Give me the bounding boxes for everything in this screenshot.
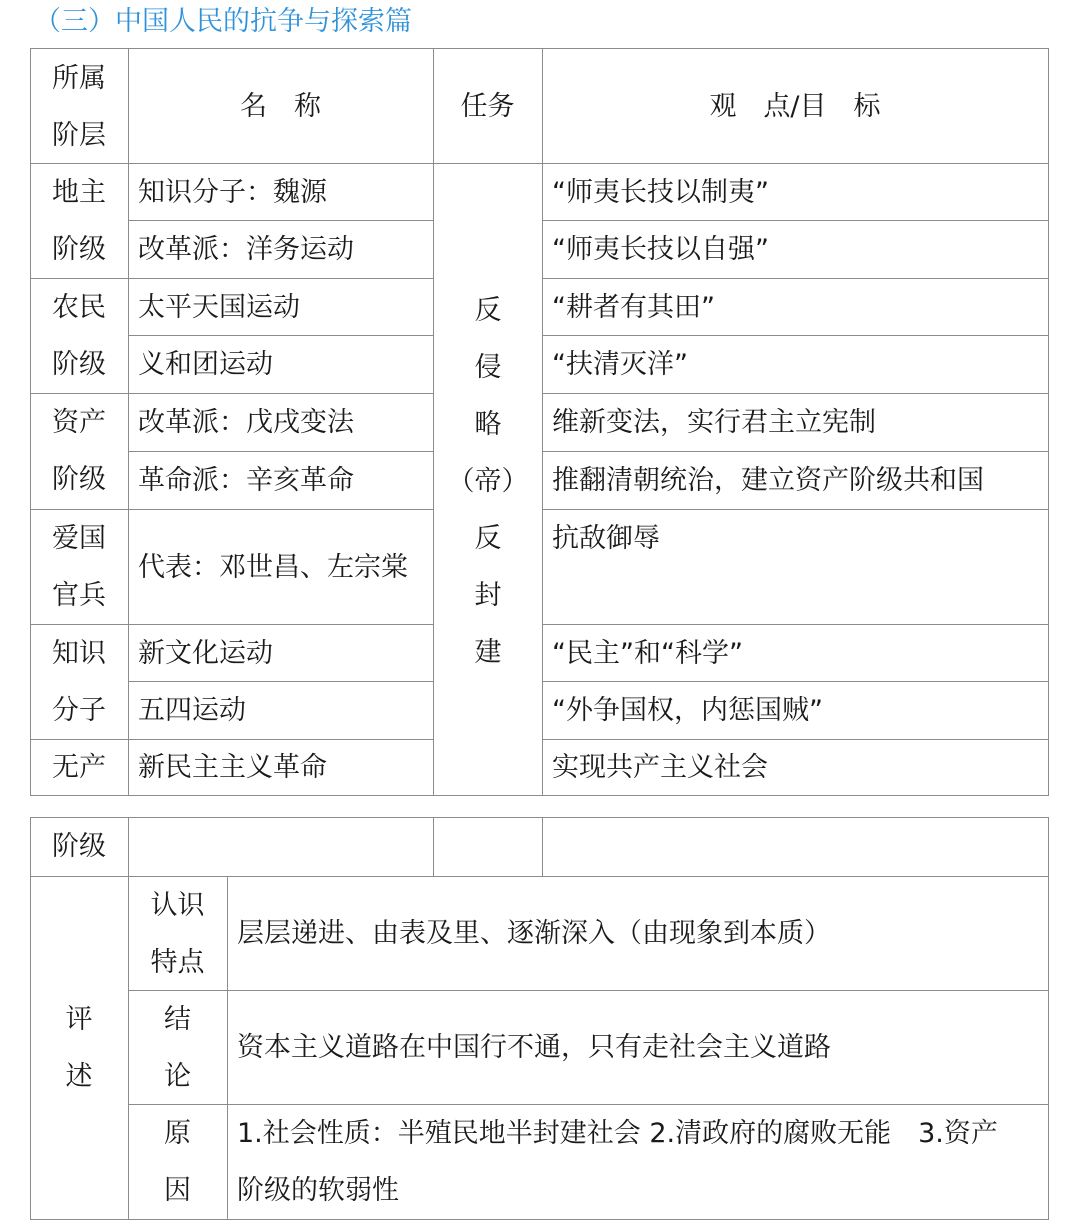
view-cell: “扶清灭洋” <box>552 349 688 380</box>
comment-label: 评 述 <box>65 1004 93 1092</box>
class-patriotic-officers: 爱国 官兵 <box>52 523 106 611</box>
row-label-characteristics: 认识 特点 <box>150 890 205 978</box>
view-cell: “民主”和“科学” <box>552 638 743 669</box>
conclusion-text: 资本主义道路在中国行不通，只有走社会主义道路 <box>237 1032 831 1063</box>
view-cell: 维新变法，实行君主立宪制 <box>552 407 876 438</box>
class-landlord: 地主 阶级 <box>52 177 106 265</box>
name-cell: 太平天国运动 <box>138 292 300 323</box>
header-task: 任务 <box>460 91 515 122</box>
section-title: （三）中国人民的抗争与探索篇 <box>34 6 412 37</box>
view-cell: “耕者有其田” <box>552 292 715 323</box>
name-cell: 改革派：洋务运动 <box>138 234 354 265</box>
row-label-reasons: 原 因 <box>164 1118 191 1206</box>
reasons-text: 1.社会性质：半殖民地半封建社会 2.清政府的腐败无能 3.资产 阶级的软弱性 <box>237 1118 998 1206</box>
header-name: 名 称 <box>240 91 321 122</box>
name-cell: 改革派：戊戌变法 <box>138 407 354 438</box>
row-label-conclusion: 结 论 <box>164 1004 191 1092</box>
class-proletariat: 无产 <box>52 752 106 783</box>
characteristics-text: 层层递进、由表及里、逐渐深入（由现象到本质） <box>237 918 831 949</box>
name-cell: 知识分子：魏源 <box>138 177 327 208</box>
task-column: 反 侵 略 （帝） 反 封 建 <box>447 295 529 668</box>
view-cell: 实现共产主义社会 <box>552 752 768 783</box>
name-cell: 义和团运动 <box>138 349 273 380</box>
header-class: 所属 阶层 <box>52 63 106 151</box>
name-cell: 五四运动 <box>138 695 246 726</box>
class-label: 阶级 <box>52 831 106 862</box>
name-cell: 新民主主义革命 <box>138 752 327 783</box>
class-intellectuals: 知识 分子 <box>52 638 106 726</box>
name-cell: 代表：邓世昌、左宗棠 <box>138 552 408 583</box>
name-cell: 新文化运动 <box>138 638 273 669</box>
header-view: 观 点/目 标 <box>709 91 881 122</box>
view-cell: 推翻清朝统治，建立资产阶级共和国 <box>552 465 984 496</box>
view-cell: “师夷长技以自强” <box>552 234 769 265</box>
class-bourgeois: 资产 阶级 <box>52 407 106 495</box>
view-cell: “师夷长技以制夷” <box>552 177 769 208</box>
view-cell: “外争国权，内惩国贼” <box>552 695 823 726</box>
name-cell: 革命派：辛亥革命 <box>138 465 354 496</box>
class-peasant: 农民 阶级 <box>52 292 106 380</box>
view-cell: 抗敌御辱 <box>552 523 660 554</box>
